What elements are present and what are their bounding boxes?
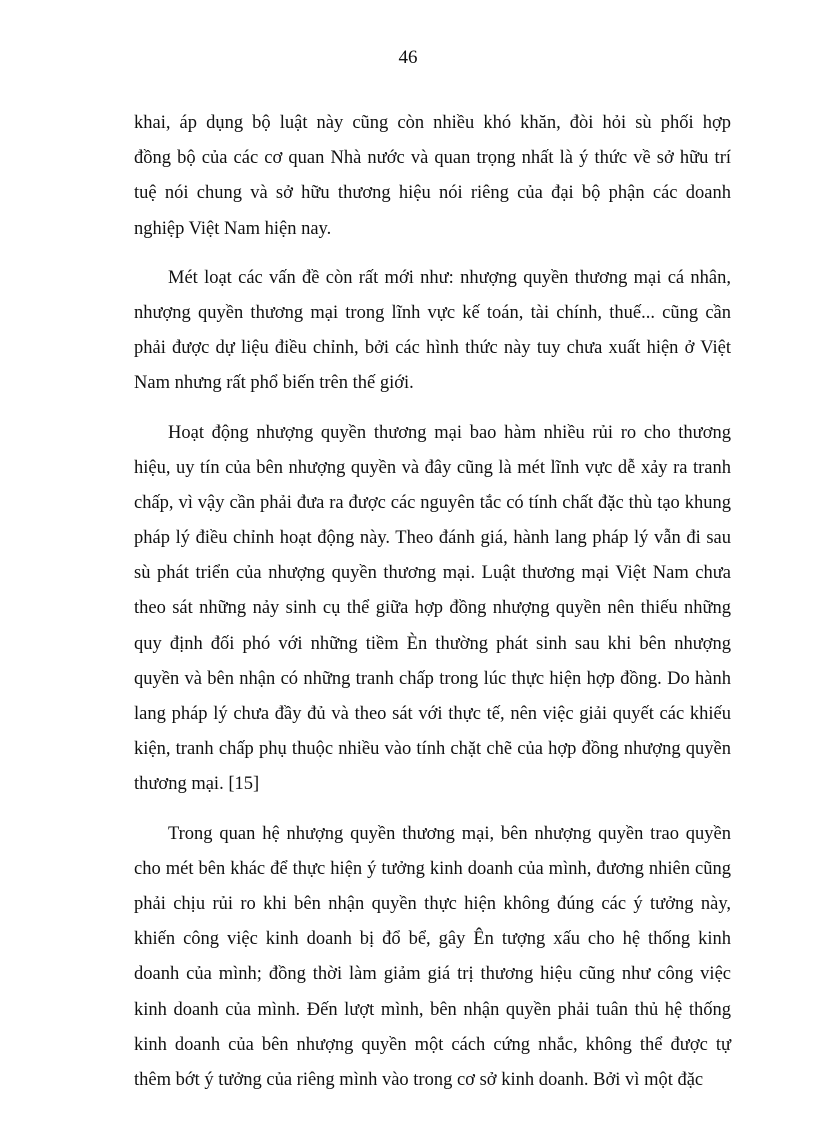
- text-line: khai, áp dụng bộ luật này cũng còn nhiều khó khăn, đòi hỏi sù phối hợp: [134, 113, 731, 133]
- text-line: Mét loạt các vấn đề còn rất mới như: nhượng quyền thương mại cá nhân,: [168, 267, 731, 288]
- text-line: nghiệp Việt Nam hiện nay.: [134, 218, 332, 239]
- text-line: pháp lý điều chỉnh hoạt động này. Theo đánh giá, hành lang pháp lý vẫn đi sau: [134, 528, 731, 549]
- text-line: hiệu, uy tín của bên nhượng quyền và đây cũng là mét lĩnh vực dễ xảy ra tranh: [134, 457, 731, 478]
- text-line: kinh doanh của bên nhượng quyền một cách cứng nhắc, không thể được tự: [134, 1034, 731, 1055]
- text-line: lang pháp lý chưa đầy đủ và theo sát với thực tế, nên việc giải quyết các khiếu: [134, 704, 731, 724]
- page-number: 46: [398, 47, 418, 68]
- text-line: chấp, vì vậy cần phải đưa ra được các nguyên tắc có tính chất đặc thù tạo khung: [134, 492, 731, 513]
- text-line: khiến công việc kinh doanh bị đổ bể, gây Ên tượng xấu cho hệ thống kinh: [134, 929, 731, 950]
- paragraph-3: [134, 416, 731, 803]
- paragraph-1: [134, 106, 731, 247]
- text-line: thêm bớt ý tưởng của riêng mình vào trong cơ sở kinh doanh. Bởi vì một đặc: [134, 1069, 704, 1090]
- text-line: kinh doanh của mình. Đến lượt mình, bên nhận quyền phải tuân thủ hệ thống: [134, 999, 731, 1020]
- document-body: [134, 106, 731, 1098]
- text-line: Nam nhưng rất phổ biến trên thế giới.: [134, 373, 414, 394]
- text-line: thương mại. [15]: [134, 774, 260, 795]
- text-line: quyền và bên nhận có những tranh chấp trong lúc thực hiện hợp đồng. Do hành: [134, 668, 731, 689]
- text-line: doanh của mình; đồng thời làm giảm giá trị thương hiệu cũng như công việc: [134, 964, 731, 985]
- text-line: tuệ nói chung và sở hữu thương hiệu nói riêng của đại bộ phận các doanh: [134, 183, 731, 204]
- text-line: Hoạt động nhượng quyền thương mại bao hàm nhiều rủi ro cho thương: [168, 422, 731, 443]
- text-line: sù phát triển của nhượng quyền thương mại. Luật thương mại Việt Nam chưa: [134, 563, 731, 584]
- text-line: kiện, tranh chấp phụ thuộc nhiều vào tính chặt chẽ của hợp đồng nhượng quyền: [134, 739, 731, 760]
- text-line: Trong quan hệ nhượng quyền thương mại, bên nhượng quyền trao quyền: [168, 823, 731, 844]
- text-line: cho mét bên khác để thực hiện ý tưởng kinh doanh của mình, đương nhiên cũng: [134, 858, 731, 879]
- text-line: phải chịu rủi ro khi bên nhận quyền thực hiện không đúng các ý tưởng này,: [134, 893, 731, 914]
- paragraph-4: [134, 817, 731, 1099]
- text-line: quy định đối phó với những tiềm Èn thường phát sinh sau khi bên nhượng: [134, 633, 731, 654]
- text-line: nhượng quyền thương mại trong lĩnh vực kế toán, tài chính, thuế... cũng cần: [134, 302, 731, 323]
- paragraph-2: [134, 261, 731, 402]
- text-line: theo sát những nảy sinh cụ thể giữa hợp đồng nhượng quyền nên thiếu những: [134, 598, 731, 619]
- text-line: đồng bộ của các cơ quan Nhà nước và quan trọng nhất là ý thức về sở hữu trí: [134, 148, 731, 169]
- text-line: phải được dự liệu điều chỉnh, bởi các hình thức này tuy chưa xuất hiện ở Việt: [134, 338, 731, 359]
